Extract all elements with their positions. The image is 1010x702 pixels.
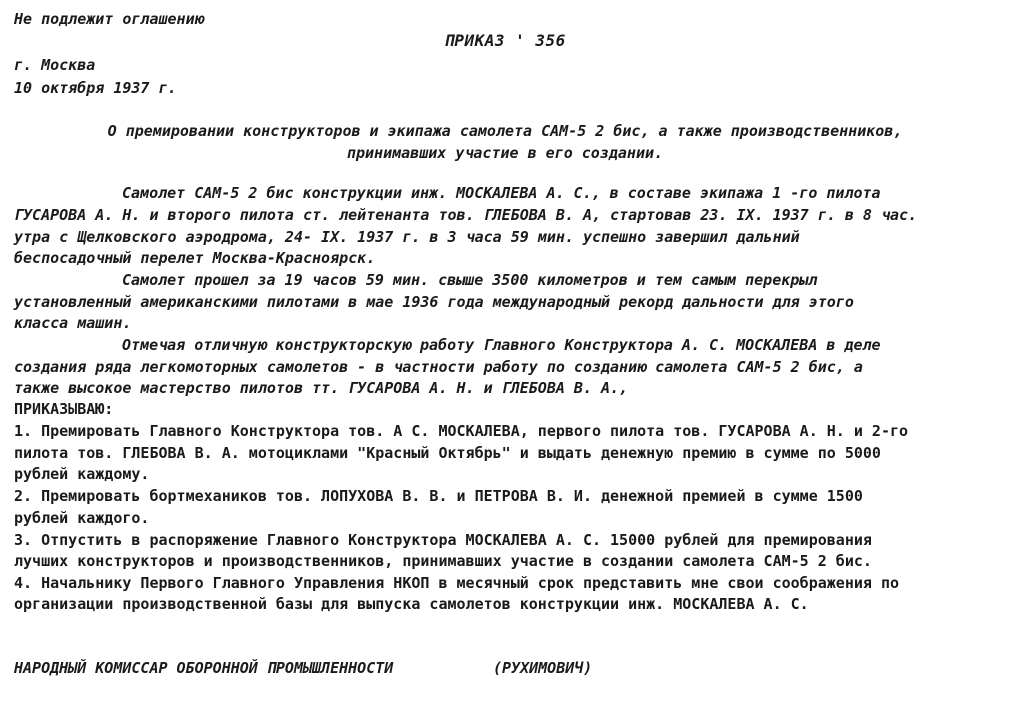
order-word: ПРИКАЗЫВАЮ:	[14, 400, 114, 418]
order-item-line: 1. Премировать Главного Конструктора тов. А С. МОСКАЛЕВА, первого пилота тов. ГУСАРОВА А. Н. и 2-го	[14, 422, 909, 440]
order-item-line: организации производственной базы для выпуска самолетов конструкции инж. МОСКАЛЕВА А. С.	[14, 595, 809, 613]
subject-line: принимавших участие в его создании.	[346, 144, 664, 162]
preamble-line: утра с Щелковского аэродрома, 24- IX. 1937 г. в 3 часа 59 мин. успешно завершил дальний	[14, 228, 800, 246]
order-title: ПРИКАЗ ' 356	[444, 31, 566, 50]
order-city: г. Москва	[14, 56, 96, 74]
preamble-line: беспосадочный перелет Москва-Красноярск.	[14, 249, 376, 267]
preamble-line: Самолет прошел за 19 часов 59 мин. свыше 3500 километров и тем самым перекрыл	[122, 271, 818, 289]
preamble-line: класса машин.	[14, 314, 132, 332]
order-item-line: рублей каждого.	[14, 509, 150, 527]
order-item-line: 4. Начальнику Первого Главного Управления НКОП в месячный срок представить мне свои соображения по	[14, 574, 900, 592]
preamble-line: Самолет САМ-5 2 бис конструкции инж. МОСКАЛЕВА А. С., в составе экипажа 1 -го пилота	[122, 184, 881, 202]
preamble-line: ГУСАРОВА А. Н. и второго пилота ст. лейтенанта тов. ГЛЕБОВА В. А, стартовав 23. IX. 1937 г. в 8 час.	[14, 206, 918, 224]
preamble-line: установленный американскими пилотами в мае 1936 года международный рекорд дальности для этого	[14, 293, 854, 311]
preamble-line: также высокое мастерство пилотов тт. ГУСАРОВА А. Н. и ГЛЕБОВА В. А.,	[14, 379, 629, 397]
order-item-line: пилота тов. ГЛЕБОВА В. А. мотоциклами "Красный Октябрь" и выдать денежную премию в сумме по 5000	[14, 444, 881, 462]
order-item-line: 2. Премировать бортмехаников тов. ЛОПУХОВА В. В. и ПЕТРОВА В. И. денежной премией в сумме 1500	[14, 487, 863, 505]
subject-line: О премировании конструкторов и экипажа самолета САМ-5 2 бис, а также производственников,	[107, 122, 903, 140]
order-item-line: 3. Отпустить в распоряжение Главного Конструктора МОСКАЛЕВА А. С. 15000 рублей для премирования	[14, 531, 872, 549]
classification-note: Не подлежит оглашению	[14, 10, 204, 28]
preamble-line: создания ряда легкомоторных самолетов - в частности работу по созданию самолета САМ-5 2 бис, а	[14, 358, 863, 376]
preamble-line: Отмечая отличную конструкторскую работу Главного Конструктора А. С. МОСКАЛЕВА в деле	[122, 336, 881, 354]
order-date: 10 октября 1937 г.	[14, 79, 177, 97]
signature-name: (РУХИМОВИЧ)	[493, 659, 593, 677]
signature-position: НАРОДНЫЙ КОМИССАР ОБОРОННОЙ ПРОМЫШЛЕННОСТИ	[14, 659, 394, 677]
order-item-line: лучших конструкторов и производственников, принимавших участие в создании самолета САМ-5 2 бис.	[14, 552, 872, 570]
order-item-line: рублей каждому.	[14, 465, 150, 483]
